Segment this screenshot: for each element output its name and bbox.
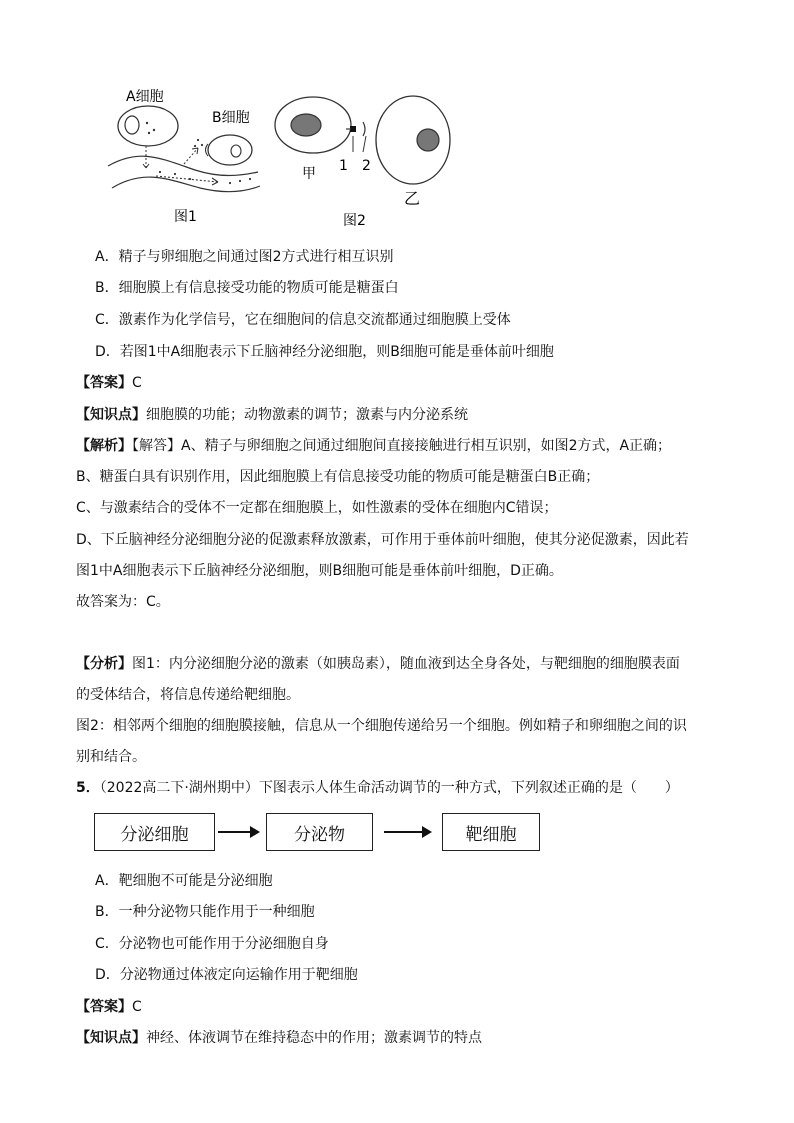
q4-option-d: D．若图1中A细胞表示下丘脑神经分泌细胞，则B细胞可能是垂体前叶细胞 — [95, 344, 554, 360]
q5-option-a: A．靶细胞不可能是分泌细胞 — [95, 873, 273, 889]
figure-1 — [108, 89, 260, 225]
q4-analysis-line-5: 图1中A细胞表示下丘脑神经分泌细胞，则B细胞可能是垂体前叶细胞，D正确。 — [76, 563, 563, 579]
cell-jia-nucleus — [291, 114, 321, 136]
blood-vessel-upper — [108, 156, 258, 175]
q5-knowledge — [76, 1028, 482, 1048]
q4-analysis-line-1: 【解析】【解答】A、精子与卵细胞之间通过细胞间直接接触进行相互识别，如图2方式，A正确； — [76, 438, 672, 454]
cell-jia-label: 甲 — [302, 166, 316, 182]
receptor-2 — [363, 122, 365, 136]
cell-a — [118, 106, 178, 146]
cell-a-label: A细胞 — [126, 89, 164, 105]
flow-box-target-cell: 靶细胞 — [442, 813, 540, 851]
q5-option-b: B．一种分泌物只能作用于一种细胞 — [95, 904, 315, 920]
analysis-tag: 【解析】 — [76, 438, 132, 454]
knowledge-value: 神经、体液调节在维持稳态中的作用；激素调节的特点 — [146, 1030, 482, 1046]
answer-value: C — [132, 375, 142, 391]
cell-b-label: B细胞 — [212, 110, 250, 126]
cell-b — [208, 135, 252, 165]
knowledge-tag: 【知识点】 — [76, 407, 146, 423]
q4-option-b: B．细胞膜上有信息接受功能的物质可能是糖蛋白 — [95, 280, 399, 296]
secretion-flow-diagram — [94, 811, 544, 855]
marker-1: 1 — [339, 158, 348, 174]
marker-2: 2 — [362, 158, 371, 174]
cell-yi-nucleus — [417, 129, 439, 151]
knowledge-tag: 【知识点】 — [76, 1030, 146, 1046]
q5-option-c: C．分泌物也可能作用于分泌细胞自身 — [95, 936, 329, 952]
cell-a-nucleus — [125, 116, 139, 134]
cell-b-nucleus — [231, 145, 241, 157]
q5-source: （2022高二下·湖州期中） — [99, 780, 259, 796]
q4-option-c: C．激素作为化学信号，它在细胞间的信息交流都通过细胞膜上受体 — [95, 312, 511, 328]
q4-fenxi-line-3: 图2：相邻两个细胞的细胞膜接触，信息从一个细胞传递给另一个细胞。例如精子和卵细胞之间的识 — [76, 718, 687, 734]
q4-analysis-line-2: B、糖蛋白具有识别作用，因此细胞膜上有信息接受功能的物质可能是糖蛋白B正确； — [76, 469, 600, 485]
answer-tag: 【答案】 — [76, 999, 132, 1015]
q4-analysis-line-6: 故答案为：C。 — [76, 594, 170, 610]
cell-signaling-figure — [100, 88, 480, 233]
figure-2 — [275, 96, 450, 229]
q5-question: 下图表示人体生命活动调节的一种方式，下列叙述正确的是（ ） — [258, 780, 679, 796]
q4-fenxi-line-1: 【分析】图1：内分泌细胞分泌的激素（如胰岛素），随血液到达全身各处，与靶细胞的细胞膜表面 — [76, 656, 680, 672]
flow-box-secretory-cell: 分泌细胞 — [94, 813, 215, 851]
answer-value: C — [132, 999, 142, 1015]
flow-arrow-2 — [384, 831, 430, 833]
figure-1-label: 图1 — [174, 209, 197, 225]
q5-answer — [76, 997, 142, 1017]
flow-box-secretion: 分泌物 — [266, 813, 373, 851]
q4-analysis-line-4: D、下丘脑神经分泌细胞分泌的促激素释放激素，可作用于垂体前叶细胞，使其分泌促激素，因此若 — [76, 532, 689, 548]
q5-option-d: D．分泌物通过体液定向运输作用于靶细胞 — [95, 967, 358, 983]
q4-analysis-line-3: C、与激素结合的受体不一定都在细胞膜上，如性激素的受体在细胞内C错误； — [76, 500, 558, 516]
cell-yi-label: 乙 — [404, 189, 421, 208]
figure-2-label: 图2 — [343, 213, 366, 229]
q4-fenxi-line-4: 别和结合。 — [76, 749, 146, 765]
knowledge-value: 细胞膜的功能；动物激素的调节；激素与内分泌系统 — [146, 407, 468, 423]
q4-fenxi-line-2: 的受体结合，将信息传递给靶细胞。 — [76, 687, 300, 703]
answer-tag: 【答案】 — [76, 375, 132, 391]
flow-arrow-1 — [218, 831, 258, 833]
q5-stem — [76, 778, 679, 798]
fenxi-tag: 【分析】 — [76, 656, 132, 672]
q4-option-a: A．精子与卵细胞之间通过图2方式进行相互识别 — [95, 249, 394, 265]
blood-vessel-lower — [112, 177, 260, 192]
q4-knowledge — [76, 405, 468, 425]
q5-number: 5． — [76, 780, 100, 796]
q4-answer — [76, 373, 142, 393]
